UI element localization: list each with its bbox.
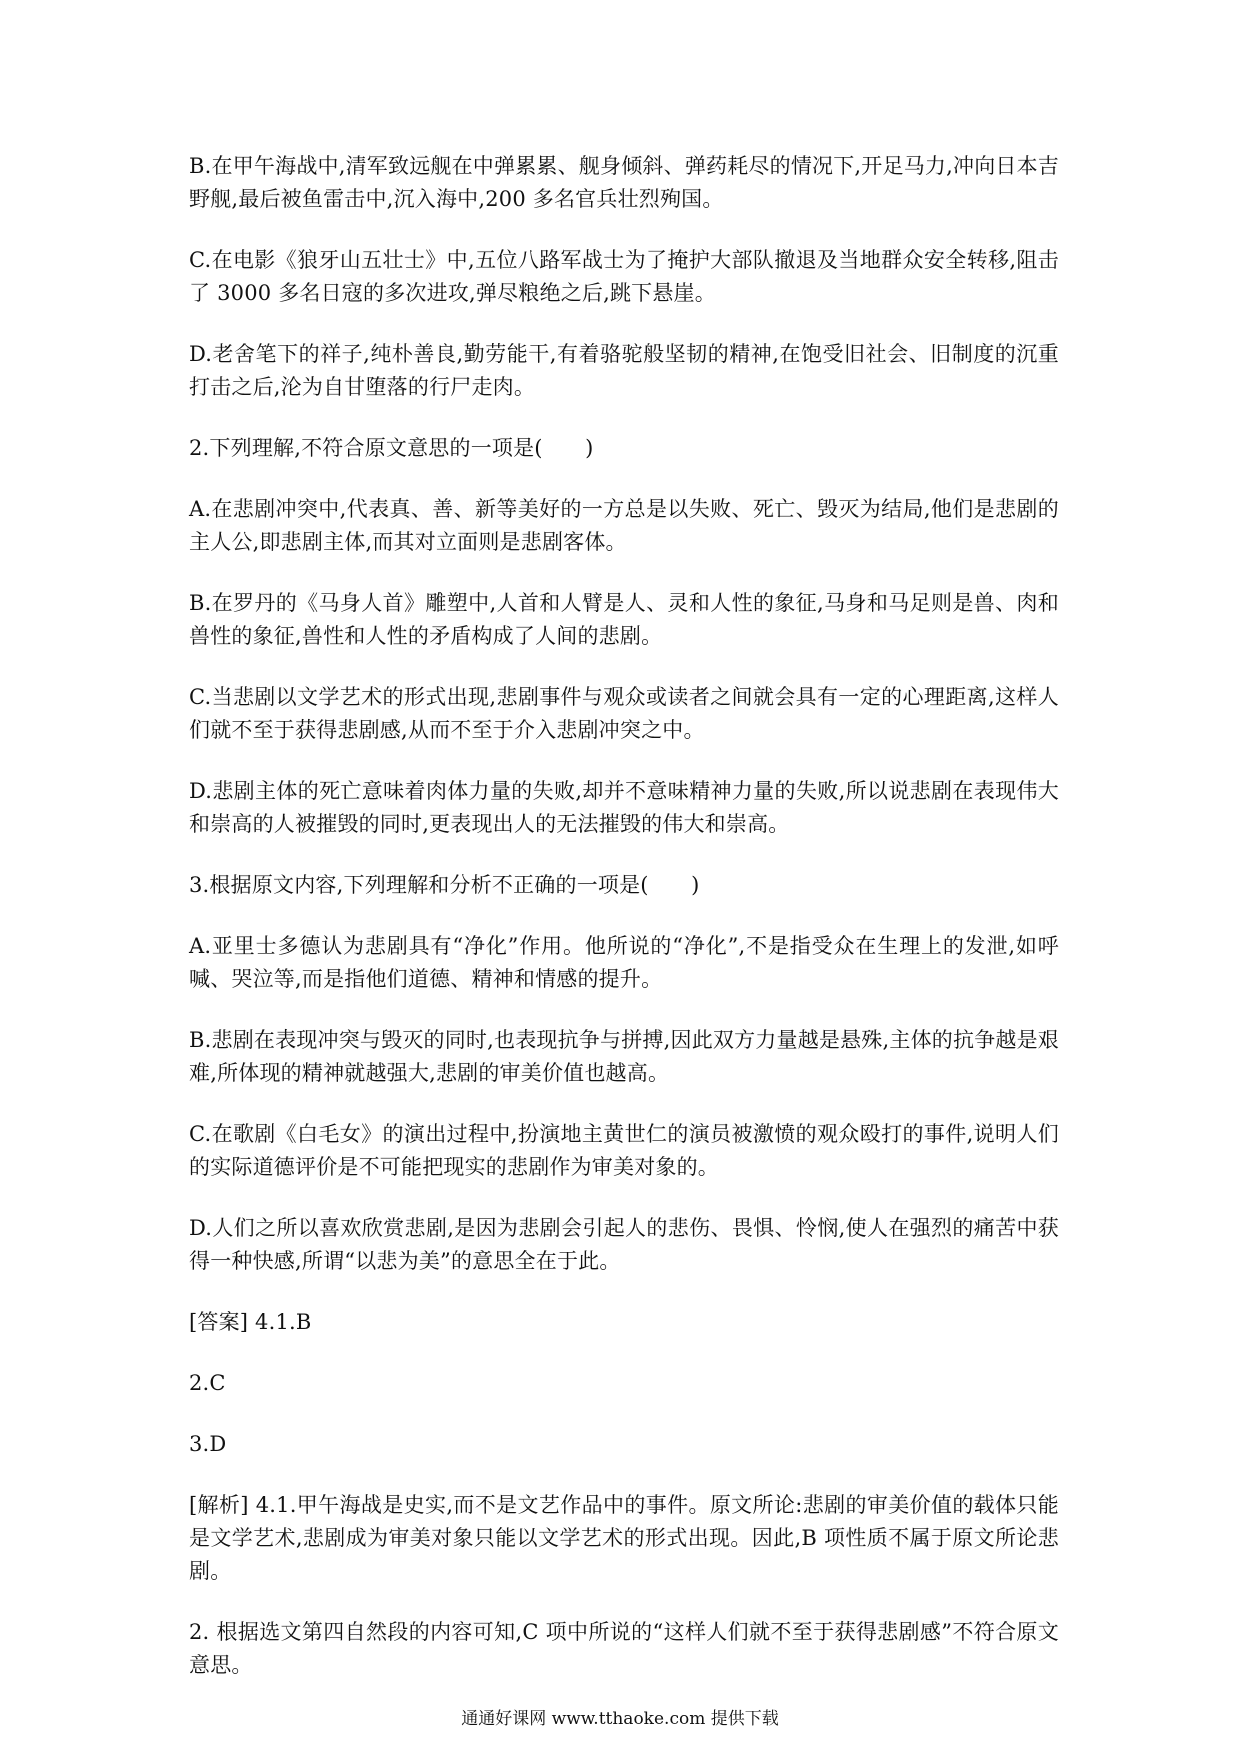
question-3-option-c: C.在歌剧《白毛女》的演出过程中,扮演地主黄世仁的演员被激愤的观众殴打的事件,说明人们的实际道德评价是不可能把现实的悲剧作为审美对象的。 (189, 1122, 1059, 1179)
question-2-option-c: C.当悲剧以文学艺术的形式出现,悲剧事件与观众或读者之间就会具有一定的心理距离,这样人们就不至于获得悲剧感,从而不至于介入悲剧冲突之中。 (189, 685, 1059, 742)
option-b-paragraph: B.在甲午海战中,清军致远舰在中弹累累、舰身倾斜、弹药耗尽的情况下,开足马力,冲向日本吉野舰,最后被鱼雷击中,沉入海中,200 多名官兵壮烈殉国。 (189, 154, 1059, 211)
page-footer: 通通好课网 www.tthaoke.com 提供下载 (461, 1709, 779, 1729)
document-body (189, 150, 1059, 1710)
question-3-stem: 3.根据原文内容,下列理解和分析不正确的一项是( ) (189, 873, 700, 897)
analysis-paragraph-2: 2. 根据选文第四自然段的内容可知,C 项中所说的“这样人们就不至于获得悲剧感”不符合原文意思。 (189, 1620, 1059, 1677)
question-2-option-b: B.在罗丹的《马身人首》雕塑中,人首和人臂是人、灵和人性的象征,马身和马足则是兽、肉和兽性的象征,兽性和人性的矛盾构成了人间的悲剧。 (189, 591, 1059, 648)
question-3-option-b: B.悲剧在表现冲突与毁灭的同时,也表现抗争与拼搏,因此双方力量越是悬殊,主体的抗争越是艰难,所体现的精神就越强大,悲剧的审美价值也越高。 (189, 1028, 1059, 1085)
answer-line-1: [答案] 4.1.B (189, 1310, 312, 1334)
question-3-option-a: A.亚里士多德认为悲剧具有“净化”作用。他所说的“净化”,不是指受众在生理上的发泄,如呼喊、哭泣等,而是指他们道德、精神和情感的提升。 (189, 934, 1059, 991)
answer-line-3: 3.D (189, 1432, 227, 1456)
option-c-paragraph: C.在电影《狼牙山五壮士》中,五位八路军战士为了掩护大部队撤退及当地群众安全转移,阻击了 3000 多名日寇的多次进攻,弹尽粮绝之后,跳下悬崖。 (189, 248, 1059, 305)
analysis-paragraph-1: [解析] 4.1.甲午海战是史实,而不是文艺作品中的事件。原文所论:悲剧的审美价值的载体只能是文学艺术,悲剧成为审美对象只能以文学艺术的形式出现。因此,B 项性质不属于原文所论悲剧。 (189, 1493, 1059, 1583)
answer-line-2: 2.C (189, 1371, 226, 1395)
option-d-paragraph: D.老舍笔下的祥子,纯朴善良,勤劳能干,有着骆驼般坚韧的精神,在饱受旧社会、旧制度的沉重打击之后,沦为自甘堕落的行尸走肉。 (189, 342, 1059, 399)
question-3-option-d: D.人们之所以喜欢欣赏悲剧,是因为悲剧会引起人的悲伤、畏惧、怜悯,使人在强烈的痛苦中获得一种快感,所谓“以悲为美”的意思全在于此。 (189, 1216, 1059, 1273)
question-2-stem: 2.下列理解,不符合原文意思的一项是( ) (189, 436, 594, 460)
question-2-option-d: D.悲剧主体的死亡意味着肉体力量的失败,却并不意味精神力量的失败,所以说悲剧在表现伟大和崇高的人被摧毁的同时,更表现出人的无法摧毁的伟大和崇高。 (189, 779, 1059, 836)
question-2-option-a: A.在悲剧冲突中,代表真、善、新等美好的一方总是以失败、死亡、毁灭为结局,他们是悲剧的主人公,即悲剧主体,而其对立面则是悲剧客体。 (189, 497, 1059, 554)
